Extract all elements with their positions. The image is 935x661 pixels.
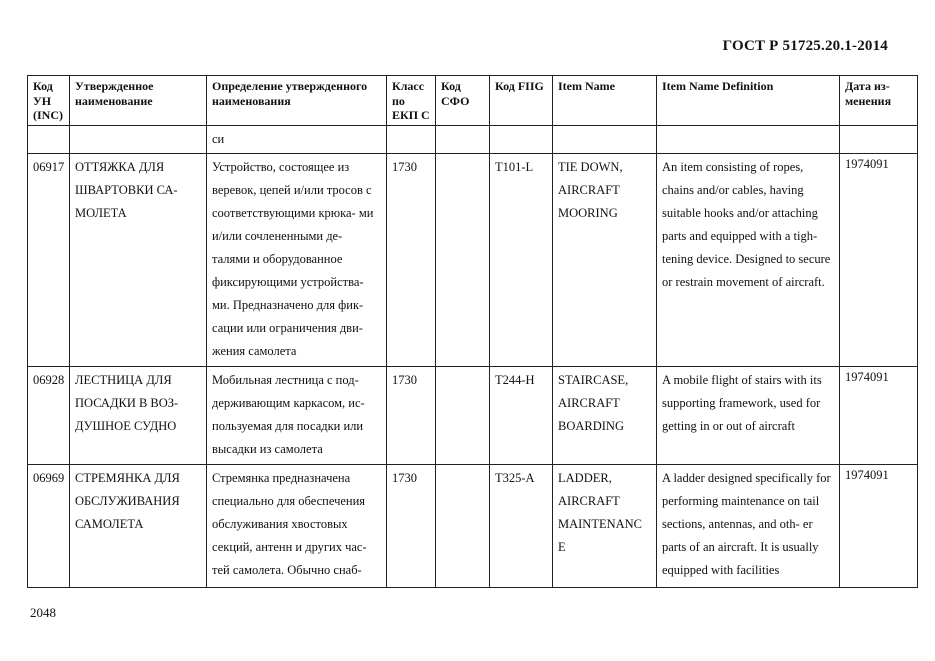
class-cell: 1730 xyxy=(392,470,417,485)
col-header-class: Класс по ЕКП С xyxy=(387,76,436,126)
change-code-cell: 1974091 xyxy=(845,156,889,171)
table-header-row xyxy=(28,76,918,126)
table-row xyxy=(28,464,918,587)
inc-cell: 06969 xyxy=(33,470,64,485)
item-name-cell: STAIRCASE, AIRCRAFT BOARDING xyxy=(553,366,657,464)
fiig-cell: T101-L xyxy=(490,153,553,366)
definition-cell: Стремянка предназначена специально для обеспечения обслуживания хвостовых секций, антенн и других час- тей самолета. Обычно снаб- xyxy=(212,470,367,577)
change-code-cell: 1974091 xyxy=(845,467,889,482)
item-definition-cell: A mobile flight of stairs with its supporting framework, used for getting in or out of aircraft xyxy=(657,366,840,464)
class-cell: 1730 xyxy=(387,366,436,464)
table-row xyxy=(28,153,918,366)
col-header-item-name: Item Name xyxy=(553,76,657,126)
approved-name-cell: ОТТЯЖКА ДЛЯ ШВАРТОВКИ СА- МОЛЕТА xyxy=(70,153,207,366)
page-number: 2048 xyxy=(30,605,56,620)
col-header-inc: Код УН (INC) xyxy=(28,76,70,126)
change-code-cell: 1974091 xyxy=(845,369,889,384)
item-definition-cell: A ladder designed specifically for performing maintenance on tail sections, antennas, and oth- er parts of an aircraft. It is usually equipped with facilities xyxy=(662,470,831,577)
sfo-cell xyxy=(436,366,490,464)
item-name-table xyxy=(27,75,918,588)
col-header-definition: Определение утвержденного наименования xyxy=(207,76,387,126)
continuation-row xyxy=(28,125,918,153)
class-cell: 1730 xyxy=(387,153,436,366)
item-name-cell: TIE DOWN, AIRCRAFT MOORING xyxy=(553,153,657,366)
col-header-item-definition: Item Name Definition xyxy=(657,76,840,126)
definition-continuation: си xyxy=(207,125,387,153)
col-header-sfo: Код СФО xyxy=(436,76,490,126)
col-header-change-date: Дата из- менения xyxy=(840,76,918,126)
fiig-cell: T244-H xyxy=(490,366,553,464)
fiig-cell: T325-A xyxy=(495,470,535,485)
inc-cell: 06917 xyxy=(28,153,70,366)
col-header-fiig: Код FIIG xyxy=(490,76,553,126)
item-name-cell: LADDER, AIRCRAFT MAINTENANC E xyxy=(558,470,643,554)
definition-cell: Мобильная лестница с под- держивающим каркасом, ис- пользуемая для посадки или высадки из самолета xyxy=(207,366,387,464)
table-row xyxy=(28,366,918,464)
approved-name-cell: СТРЕМЯНКА ДЛЯ ОБСЛУЖИВАНИЯ САМОЛЕТА xyxy=(75,470,180,531)
definition-cell: Устройство, состоящее из веревок, цепей и/или тросов с соответствующими крюка- ми и/или сочлененными де- талями и оборудованное фиксирующими устройства- ми. Предназначено для фик- сации или ограничения дви- жения самолета xyxy=(207,153,387,366)
document-header: ГОСТ Р 51725.20.1-2014 xyxy=(722,38,888,54)
approved-name-cell: ЛЕСТНИЦА ДЛЯ ПОСАДКИ В ВОЗ- ДУШНОЕ СУДНО xyxy=(70,366,207,464)
sfo-cell xyxy=(441,467,484,585)
col-header-name: Утвержденное наименование xyxy=(70,76,207,126)
item-definition-cell: An item consisting of ropes, chains and/or cables, having suitable hooks and/or attaching parts and equipped with a tigh- tening device. Designed to secure or restrain movement of aircraft. xyxy=(657,153,840,366)
sfo-cell xyxy=(436,153,490,366)
inc-cell: 06928 xyxy=(28,366,70,464)
